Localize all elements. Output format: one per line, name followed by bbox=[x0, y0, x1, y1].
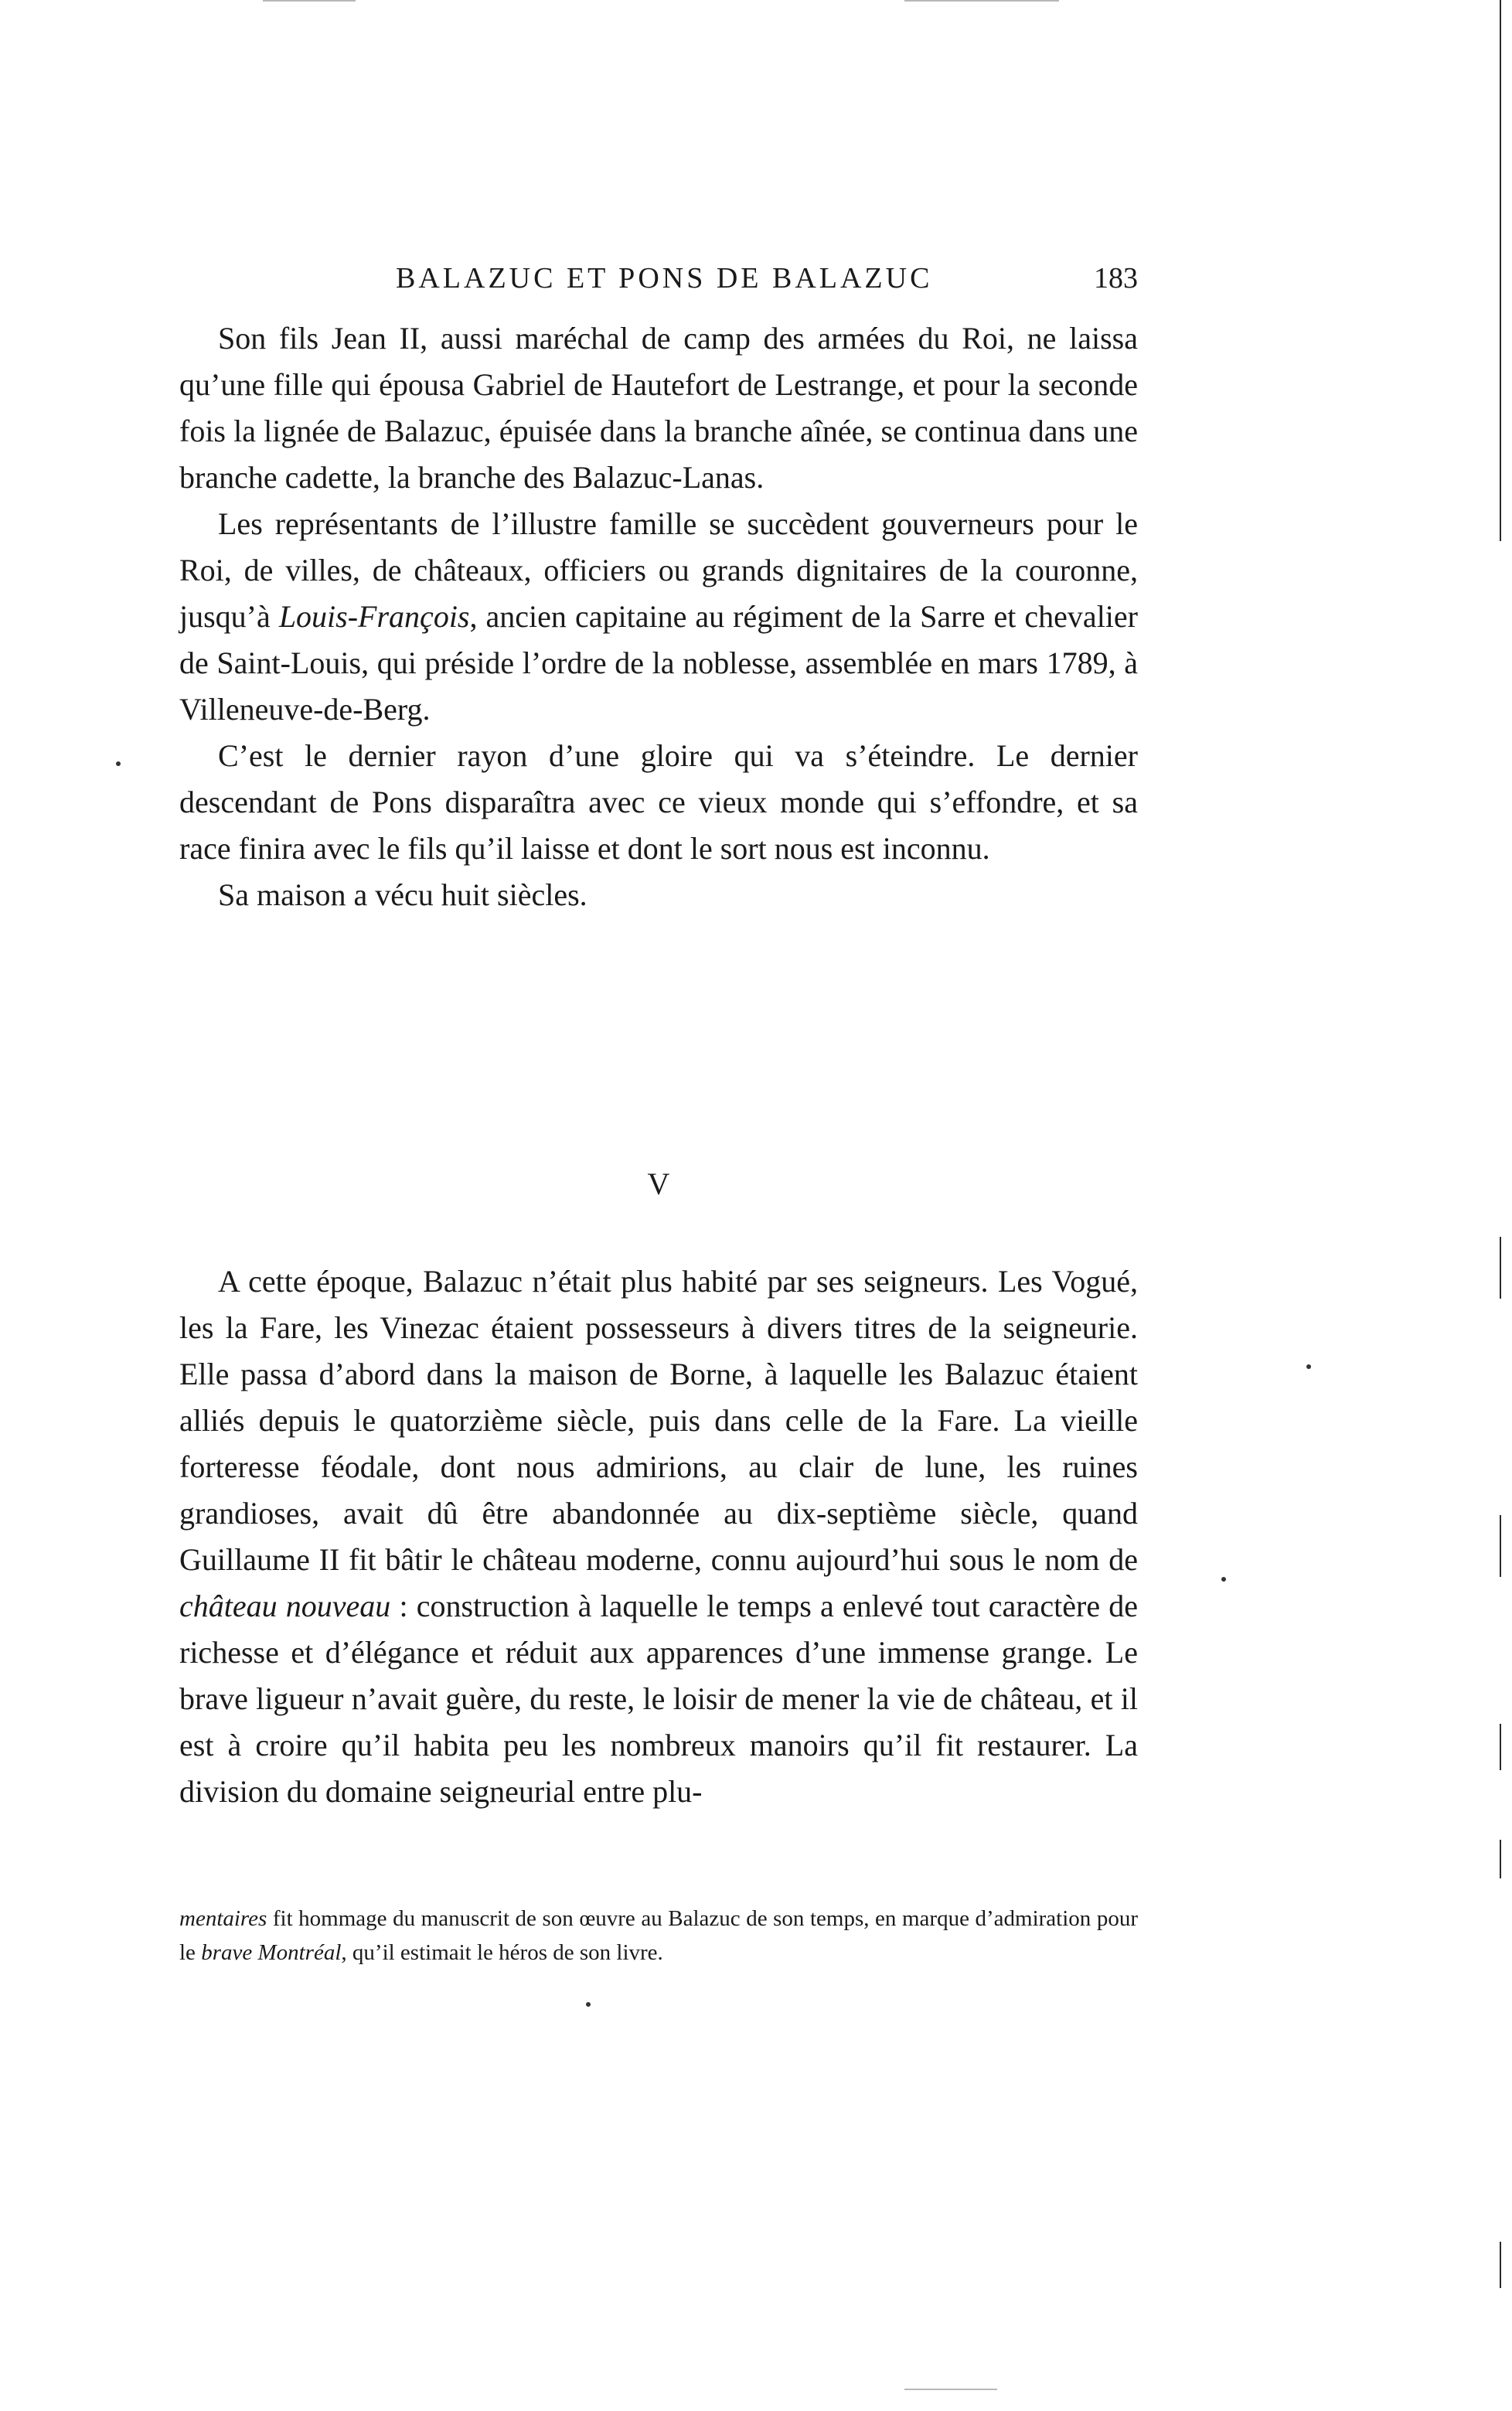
ink-speck bbox=[116, 761, 121, 766]
scan-rule bbox=[263, 0, 356, 2]
scan-rule bbox=[904, 0, 1059, 2]
ink-speck bbox=[1221, 1577, 1226, 1582]
italic-name: Louis-François bbox=[278, 599, 470, 634]
scan-margin-edge bbox=[1500, 1237, 1501, 1299]
running-head: BALAZUC ET PONS DE BALAZUC bbox=[396, 262, 933, 295]
scan-margin-edge bbox=[1500, 1724, 1501, 1770]
page-header bbox=[179, 261, 1138, 308]
paragraph: Sa maison a vécu huit siècles. bbox=[218, 877, 587, 912]
scan-margin-edge bbox=[1500, 1515, 1501, 1577]
scan-margin-edge bbox=[1500, 0, 1501, 541]
paragraph: C’est le dernier rayon d’une gloire qui va s’éteindre. Le dernier descendant de Pons disparaîtra avec ce vieux monde qui s’effondre, et sa race finira avec le fils qu’il laisse et dont le sort nous est inconnu. bbox=[179, 738, 1138, 866]
body-text-top bbox=[179, 315, 1138, 918]
paragraph: A cette époque, Balazuc n’était plus habité par ses seigneurs. Les Vogué, les la Fare, les Vinezac étaient possesseurs à divers titres de la seigneurie. Elle passa d’abord dans la maison de Borne, à laquelle les Balazuc étaient alliés depuis le quatorzième siècle, puis dans celle de la Fare. La vieille forteresse féodale, dont nous admirions, au clair de lune, les ruines grandioses, avait dû être abandonnée au dix-septième siècle, quand Guillaume II fit bâtir le château moderne, connu aujourd’hui sous le nom de château nouveau : construction à laquelle le temps a enlevé tout caractère de richesse et d’élégance et réduit aux apparences d’une immense grange. Le brave ligueur n’avait guère, du reste, le loisir de mener la vie de château, et il est à croire qu’il habita peu les nombreux manoirs qu’il fit restaurer. La division du domaine seigneurial entre plu- bbox=[179, 1264, 1138, 1809]
body-text-section-v bbox=[179, 1258, 1138, 1815]
paragraph: Son fils Jean II, aussi maréchal de camp des armées du Roi, ne laissa qu’une fille qui épousa Gabriel de Hautefort de Lestrange, et pour la seconde fois la lignée de Balazuc, épuisée dans la branche aînée, se continua dans une branche cadette, la branche des Balazuc-Lanas. bbox=[179, 321, 1138, 495]
page-number: 183 bbox=[1094, 262, 1138, 295]
italic-term: château nouveau bbox=[179, 1589, 391, 1623]
scan-margin-edge bbox=[1500, 2242, 1501, 2288]
paragraph: Les représentants de l’illustre famille se succèdent gouverneurs pour le Roi, de villes, de châteaux, officiers ou grands dignitaires de la couronne, jusqu’à Louis-François, ancien capitaine au régiment de la Sarre et chevalier de Saint-Louis, qui préside l’ordre de la noblesse, assemblée en mars 1789, à Villeneuve-de-Berg. bbox=[179, 506, 1138, 727]
ink-speck bbox=[1306, 1364, 1311, 1369]
section-number: V bbox=[647, 1166, 670, 1201]
footnote: mentaires fit hommage du manuscrit de son œuvre au Balazuc de son temps, en marque d’admiration pour le brave Montréal, qu’il estimait le héros de son livre. bbox=[179, 1906, 1138, 1965]
scan-margin-edge bbox=[1500, 1840, 1501, 1878]
scan-rule bbox=[904, 2389, 997, 2390]
ink-speck bbox=[586, 2002, 591, 2007]
